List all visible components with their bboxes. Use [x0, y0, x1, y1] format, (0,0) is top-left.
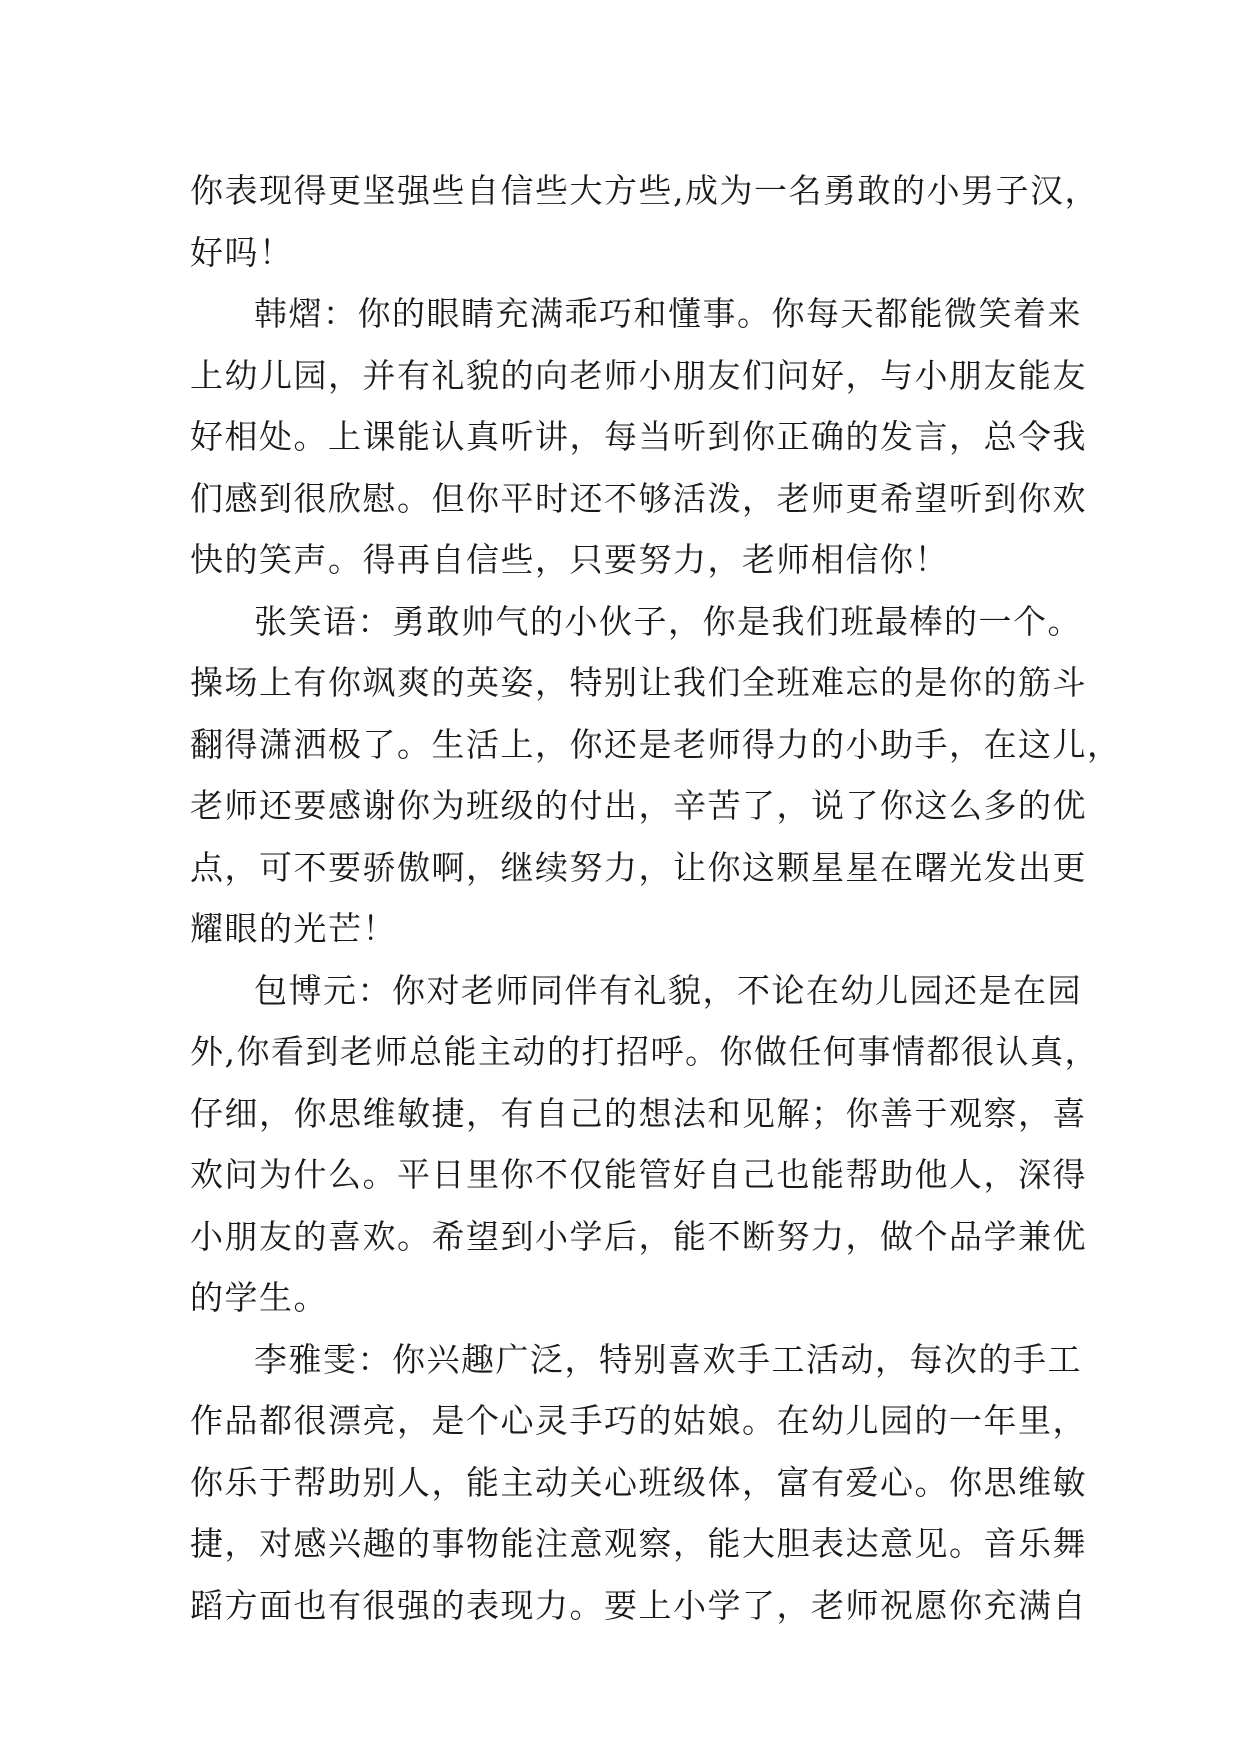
text-line: 作品都很漂亮，是个心灵手巧的姑娘。在幼儿园的一年里， — [190, 1401, 1087, 1440]
text-line: 翻得潇洒极了。生活上，你还是老师得力的小助手，在这儿， — [190, 724, 1122, 764]
text-line: 外,你看到老师总能主动的打招呼。你做任何事情都很认真， — [190, 1032, 1099, 1071]
text-line: 好相处。上课能认真听讲，每当听到你正确的发言，总令我 — [190, 417, 1087, 456]
text-line: 耀眼的光芒！ — [190, 909, 397, 948]
text-line: 们感到很欣慰。但你平时还不够活泼，老师更希望听到你欢 — [190, 478, 1087, 518]
text-line: 欢问为什么。平日里你不仅能管好自己也能帮助他人，深得 — [190, 1155, 1087, 1194]
paragraph-first-line: 包博元：你对老师同伴有礼貌，不论在幼儿园还是在园 — [254, 970, 1082, 1010]
text-line: 小朋友的喜欢。希望到小学后，能不断努力，做个品学兼优 — [190, 1216, 1087, 1256]
paragraph-first-line: 李雅雯：你兴趣广泛，特别喜欢手工活动，每次的手工 — [254, 1339, 1082, 1379]
document-body — [190, 160, 1122, 1636]
text-line: 好吗！ — [190, 232, 294, 272]
text-line: 你乐于帮助别人，能主动关心班级体，富有爱心。你思维敏 — [190, 1462, 1087, 1502]
text-line: 你表现得更坚强些自信些大方些,成为一名勇敢的小男子汉， — [190, 171, 1099, 210]
text-line: 蹈方面也有很强的表现力。要上小学了，老师祝愿你充满自 — [190, 1585, 1087, 1625]
text-line: 的学生。 — [190, 1278, 328, 1317]
text-line: 仔细，你思维敏捷，有自己的想法和见解；你善于观察，喜 — [190, 1093, 1087, 1133]
text-line: 快的笑声。得再自信些，只要努力，老师相信你！ — [190, 540, 949, 579]
text-line: 捷，对感兴趣的事物能注意观察，能大胆表达意见。音乐舞 — [190, 1524, 1087, 1563]
text-line: 老师还要感谢你为班级的付出，辛苦了，说了你这么多的优 — [190, 786, 1087, 825]
text-line: 点，可不要骄傲啊，继续努力，让你这颗星星在曙光发出更 — [190, 847, 1087, 887]
paragraph-first-line: 张笑语：勇敢帅气的小伙子，你是我们班最棒的一个。 — [254, 601, 1082, 641]
paragraph-first-line: 韩熠：你的眼睛充满乖巧和懂事。你每天都能微笑着来 — [254, 294, 1082, 333]
text-line: 上幼儿园，并有礼貌的向老师小朋友们问好，与小朋友能友 — [190, 355, 1087, 395]
text-line: 操场上有你飒爽的英姿，特别让我们全班难忘的是你的筋斗 — [190, 663, 1087, 702]
